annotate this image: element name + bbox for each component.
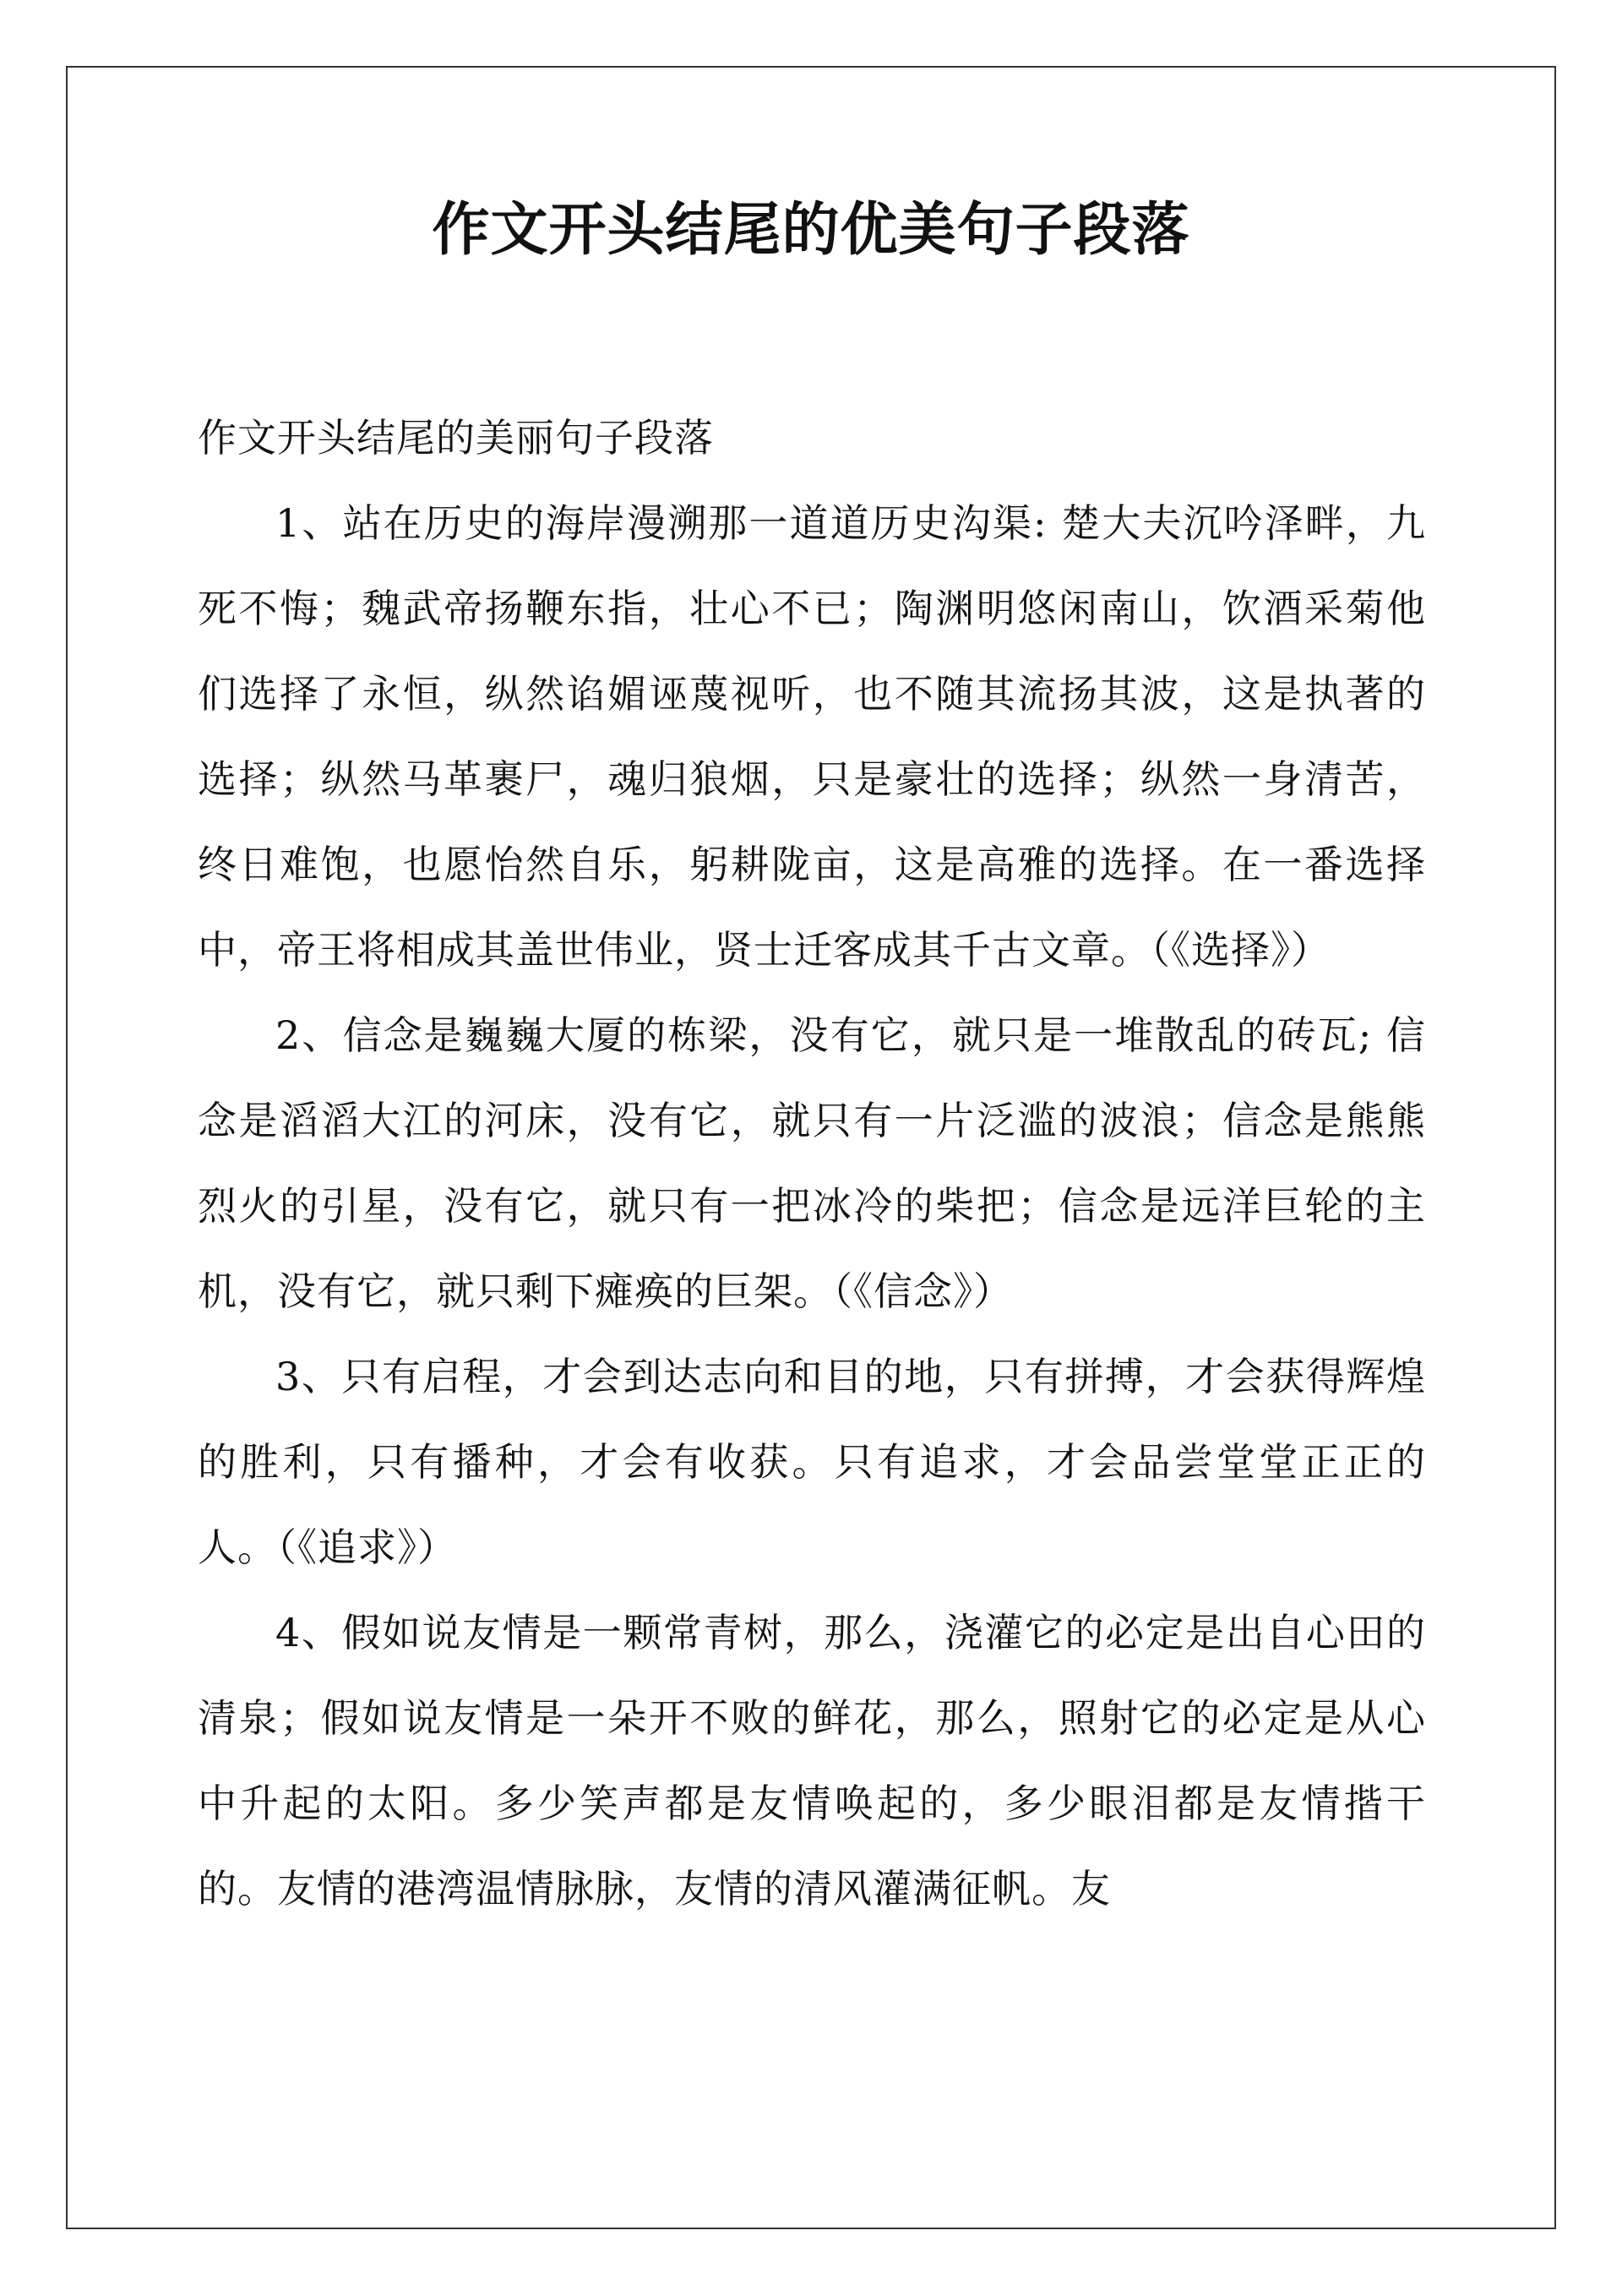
- document-title: 作文开头结尾的优美句子段落: [432, 196, 1190, 264]
- paragraph-4: 4、假如说友情是一颗常青树，那么，浇灌它的必定是出自心田的清泉；假如说友情是一朵开不败的鲜花，那么，照射它的必定是从心中升起的太阳。多少笑声都是友情唤起的，多少眼泪都是友情揩干的。友情的港湾温情脉脉，友情的清风灌满征帆。友: [198, 1610, 1426, 1912]
- document-body: [198, 395, 1426, 1932]
- paragraph-2: 2、信念是巍巍大厦的栋梁，没有它，就只是一堆散乱的砖瓦; 信念是滔滔大江的河床，没有它，就只有一片泛滥的波浪；信念是熊熊烈火的引星，没有它，就只有一把冰冷的柴把；信念是远洋巨轮的主机，没有它，就只剩下瘫痪的巨架。（《信念》）: [198, 1012, 1426, 1314]
- document-subtitle: 作文开头结尾的美丽句子段落: [198, 415, 714, 461]
- paragraph-1: 1、站在历史的海岸漫溯那一道道历史沟渠: 楚大夫沉吟泽畔，九死不悔；魏武帝扬鞭东指，壮心不已；陶渊明悠闲南山，饮酒采菊他们选择了永恒，纵然谄媚诬蔑视听，也不随其流扬其波，这是执著的选择；纵然马革裹尸，魂归狼烟，只是豪壮的选择；纵然一身清苦，终日难饱，也愿怡然自乐，躬耕陇亩，这是高雅的选择。在一番选择中，帝王将相成其盖世伟业，贤士迁客成其千古文章。（《选择》）: [198, 500, 1426, 973]
- paragraph-3: 3、只有启程，才会到达志向和目的地，只有拼搏，才会获得辉煌的胜利，只有播种，才会有收获。只有追求，才会品尝堂堂正正的人。（《追求》）: [198, 1354, 1426, 1570]
